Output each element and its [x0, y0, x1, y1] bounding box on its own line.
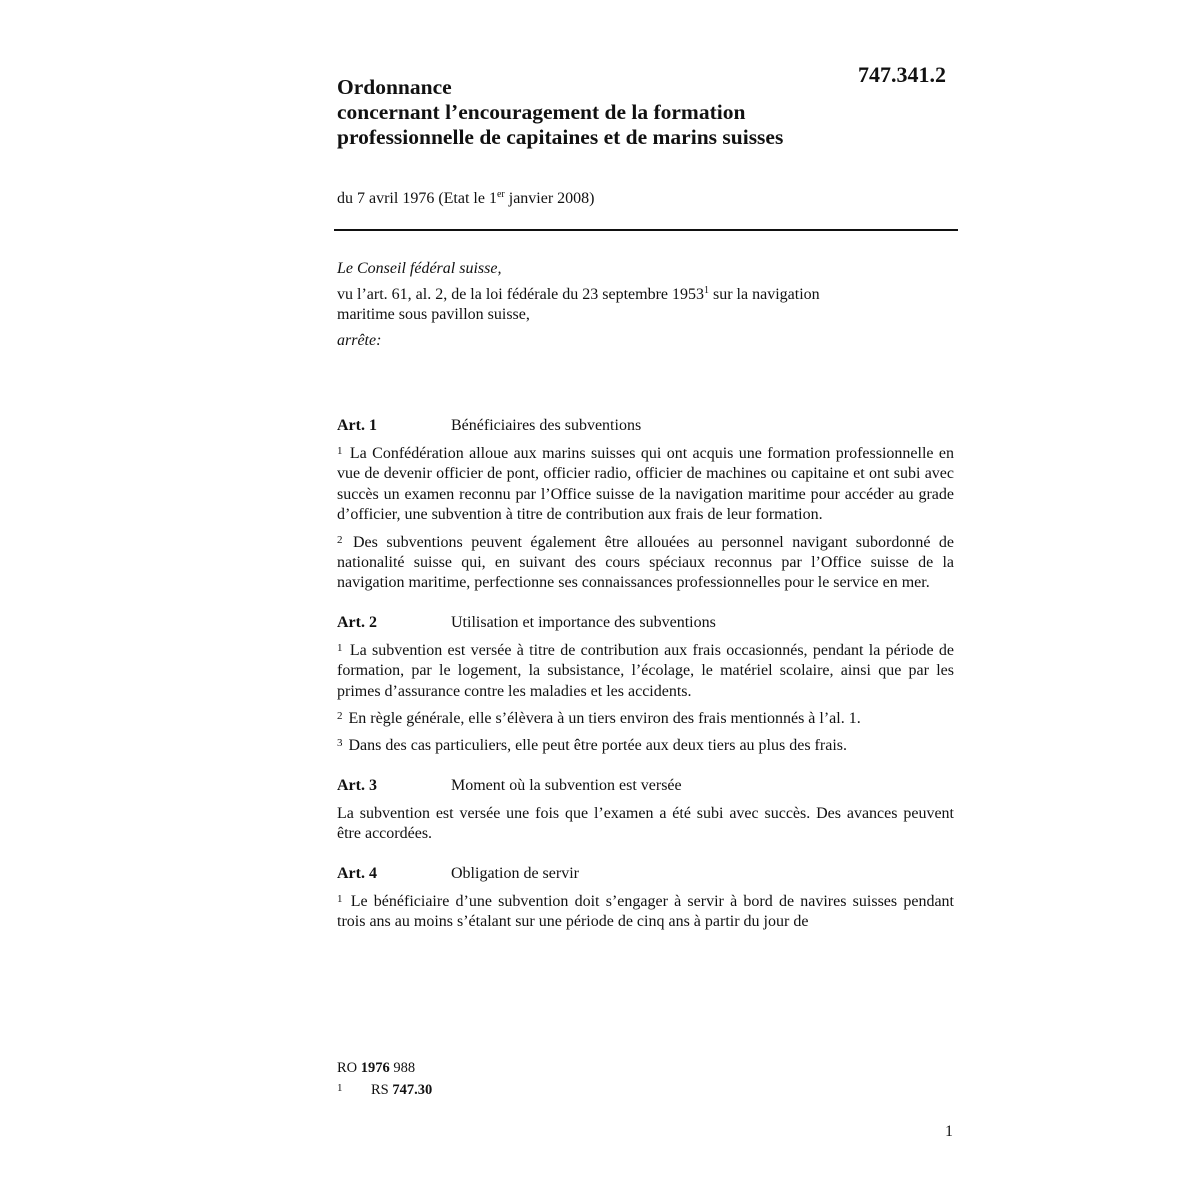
paragraph-text: Le bénéficiaire d’une subvention doit s’engager à servir à bord de navires suisses pendant trois ans au moins s’étalant sur une période de cinq ans à partir du jour de [337, 892, 955, 931]
preamble-decree: arrête: [337, 332, 382, 349]
title-line-3: professionnelle de capitaines et de marins suisses [337, 125, 784, 149]
paragraph-text: Des subventions peuvent également être allouées au personnel navigant subordonné de nationalité suisse qui, en suivant des cours spéciaux reconnus par l’Office suisse de la navigation maritime, perfectionne ses connaissances professionnelles pour le service en mer. [337, 533, 955, 592]
ro-year: 1976 [360, 1060, 390, 1076]
article-title: Obligation de servir [451, 864, 579, 882]
title-line-2: concernant l’encouragement de la formation [337, 100, 746, 124]
paragraph [337, 641, 954, 702]
paragraph-number: 1 [337, 445, 343, 457]
basis-text-after: sur la navigation [709, 286, 820, 303]
article-heading [337, 415, 954, 439]
paragraph [337, 736, 954, 756]
paragraph [337, 444, 954, 526]
paragraph-number: 1 [337, 892, 343, 905]
articles [337, 415, 954, 951]
article-title: Moment où la subvention est versée [451, 776, 682, 794]
preamble [337, 259, 954, 357]
paragraph-text: La subvention est versée à titre de contribution aux frais occasionnés, pendant la période de formation, par le logement, la subsistance, l’écolage, le matériel scolaire, ainsi que par les primes d’assurance contre les maladies et les accidents. [337, 641, 955, 700]
paragraph-text: En règle générale, elle s’élèvera à un tiers environ des frais mentionnés à l’al. 1. [348, 710, 861, 728]
footnote-prefix: RS [371, 1082, 393, 1098]
date-superscript: er [496, 189, 505, 200]
footnote-number: 1 [337, 1082, 343, 1094]
ro-reference [337, 1058, 432, 1078]
article-3 [337, 775, 954, 845]
article-number: Art. 3 [337, 776, 377, 794]
preamble-authority: Le Conseil fédéral suisse, [337, 260, 502, 277]
paragraph-text: Dans des cas particuliers, elle peut être portée aux deux tiers au plus des frais. [348, 737, 847, 755]
article-heading [337, 775, 954, 799]
paragraph-text: La Confédération alloue aux marins suisses qui ont acquis une formation professionnelle en vue de devenir officier de pont, officier radio, officier de machines ou capitaine et ont subi avec succès un examen reconnu par l’Office suisse de la navigation maritime pour accéder au grade d’officier, une subvention à titre de contribution aux frais de leur formation. [337, 445, 955, 524]
article-number: Art. 2 [337, 613, 377, 631]
article-heading [337, 863, 954, 887]
paragraph [337, 804, 954, 845]
article-1 [337, 415, 954, 594]
basis-text: vu l’art. 61, al. 2, de la loi fédérale du 23 septembre 1953 [337, 286, 704, 303]
footnote-reference[interactable]: 747.30 [392, 1082, 433, 1098]
article-2 [337, 612, 954, 757]
basis-text-line-2: maritime sous pavillon suisse, [337, 306, 530, 323]
preamble-basis [337, 285, 954, 325]
paragraph [337, 892, 954, 933]
article-number: Art. 4 [337, 864, 377, 882]
article-title: Utilisation et importance des subventions [451, 613, 716, 631]
paragraph-number: 2 [337, 533, 343, 546]
ro-prefix: RO [337, 1060, 361, 1076]
document-title [337, 75, 897, 150]
footnotes [337, 1058, 432, 1100]
sr-number: 747.341.2 [858, 62, 946, 87]
footnote-ref-1[interactable]: 1 [704, 285, 709, 296]
page-number: 1 [945, 1123, 953, 1140]
article-heading [337, 612, 954, 636]
paragraph-number: 1 [337, 641, 343, 654]
date-prefix: du 7 avril 1976 (Etat le 1 [337, 190, 497, 207]
title-line-1: Ordonnance [337, 75, 452, 99]
paragraph-number: 2 [337, 710, 343, 723]
header-rule [334, 229, 958, 231]
paragraph-number: 3 [337, 737, 343, 750]
date-suffix: janvier 2008) [504, 190, 595, 207]
paragraph-text: La subvention est versée une fois que l’examen a été subi avec succès. Des avances peuvent être accordées. [337, 804, 954, 843]
ro-page: 988 [389, 1060, 416, 1076]
article-number: Art. 1 [337, 417, 377, 434]
article-4 [337, 863, 954, 933]
document-date [337, 188, 595, 210]
footnote-1 [337, 1078, 432, 1100]
paragraph [337, 533, 954, 594]
paragraph [337, 709, 954, 729]
article-title: Bénéficiaires des subventions [451, 417, 642, 434]
